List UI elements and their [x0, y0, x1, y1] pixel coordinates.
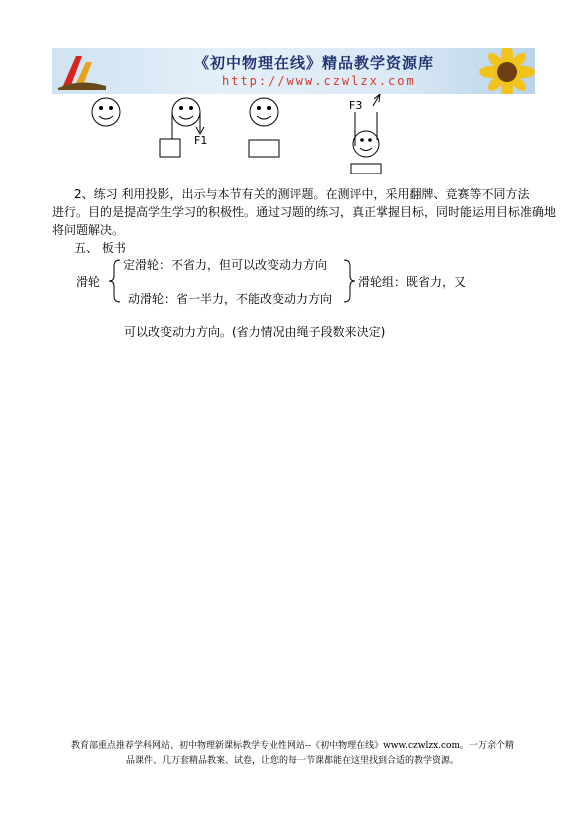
site-url[interactable]: http://www.czwlzx.com [222, 74, 416, 88]
person-face-1 [92, 98, 120, 126]
board-movable-pulley: 动滑轮：省一半力，不能改变动力方向 [128, 292, 333, 306]
force-label-f1: F1 [194, 134, 208, 147]
board-fixed-pulley: 定滑轮：不省力，但可以改变动力方向 [123, 258, 328, 272]
pulley-figures [0, 94, 580, 174]
board-heading: 五、 板书 [74, 241, 126, 255]
left-brace [108, 258, 122, 304]
right-brace [342, 258, 356, 304]
load-box-3 [249, 140, 279, 157]
practice-line-1: 2、练习 利用投影，出示与本节有关的测评题。在测评中，采用翻牌、竞赛等不同方法 [74, 187, 530, 201]
force-label-f3: F3 [349, 99, 363, 112]
practice-line-2: 进行。目的是提高学生学习的积极性。通过习题的练习，真正掌握目标，同时能运用目标准确地 [52, 205, 557, 219]
header-banner [52, 48, 535, 94]
site-logo [52, 48, 112, 94]
site-title: 《初中物理在线》精品教学资源库 [194, 54, 435, 72]
person-face-2 [172, 98, 200, 126]
practice-line-3: 将问题解决。 [52, 223, 125, 237]
footer-line-1: 教育部重点推荐学科网站、初中物理新课标教学专业性网站--《初中物理在线》www.czwlzx.com。一万余个精 [70, 741, 515, 751]
person-face-3 [250, 98, 278, 126]
sunflower-image [455, 48, 535, 94]
board-root: 滑轮 [76, 275, 101, 289]
board-continuation: 可以改变动力方向。(省力情况由绳子段数来决定) [124, 325, 386, 339]
footer-line-2: 品课件、几万套精品教案、试卷，让您的每一节课都能在这里找到合适的教学资源。 [125, 756, 459, 766]
footer-note [40, 739, 545, 769]
board-pulley-group: 滑轮组：既省力，又 [358, 275, 467, 289]
